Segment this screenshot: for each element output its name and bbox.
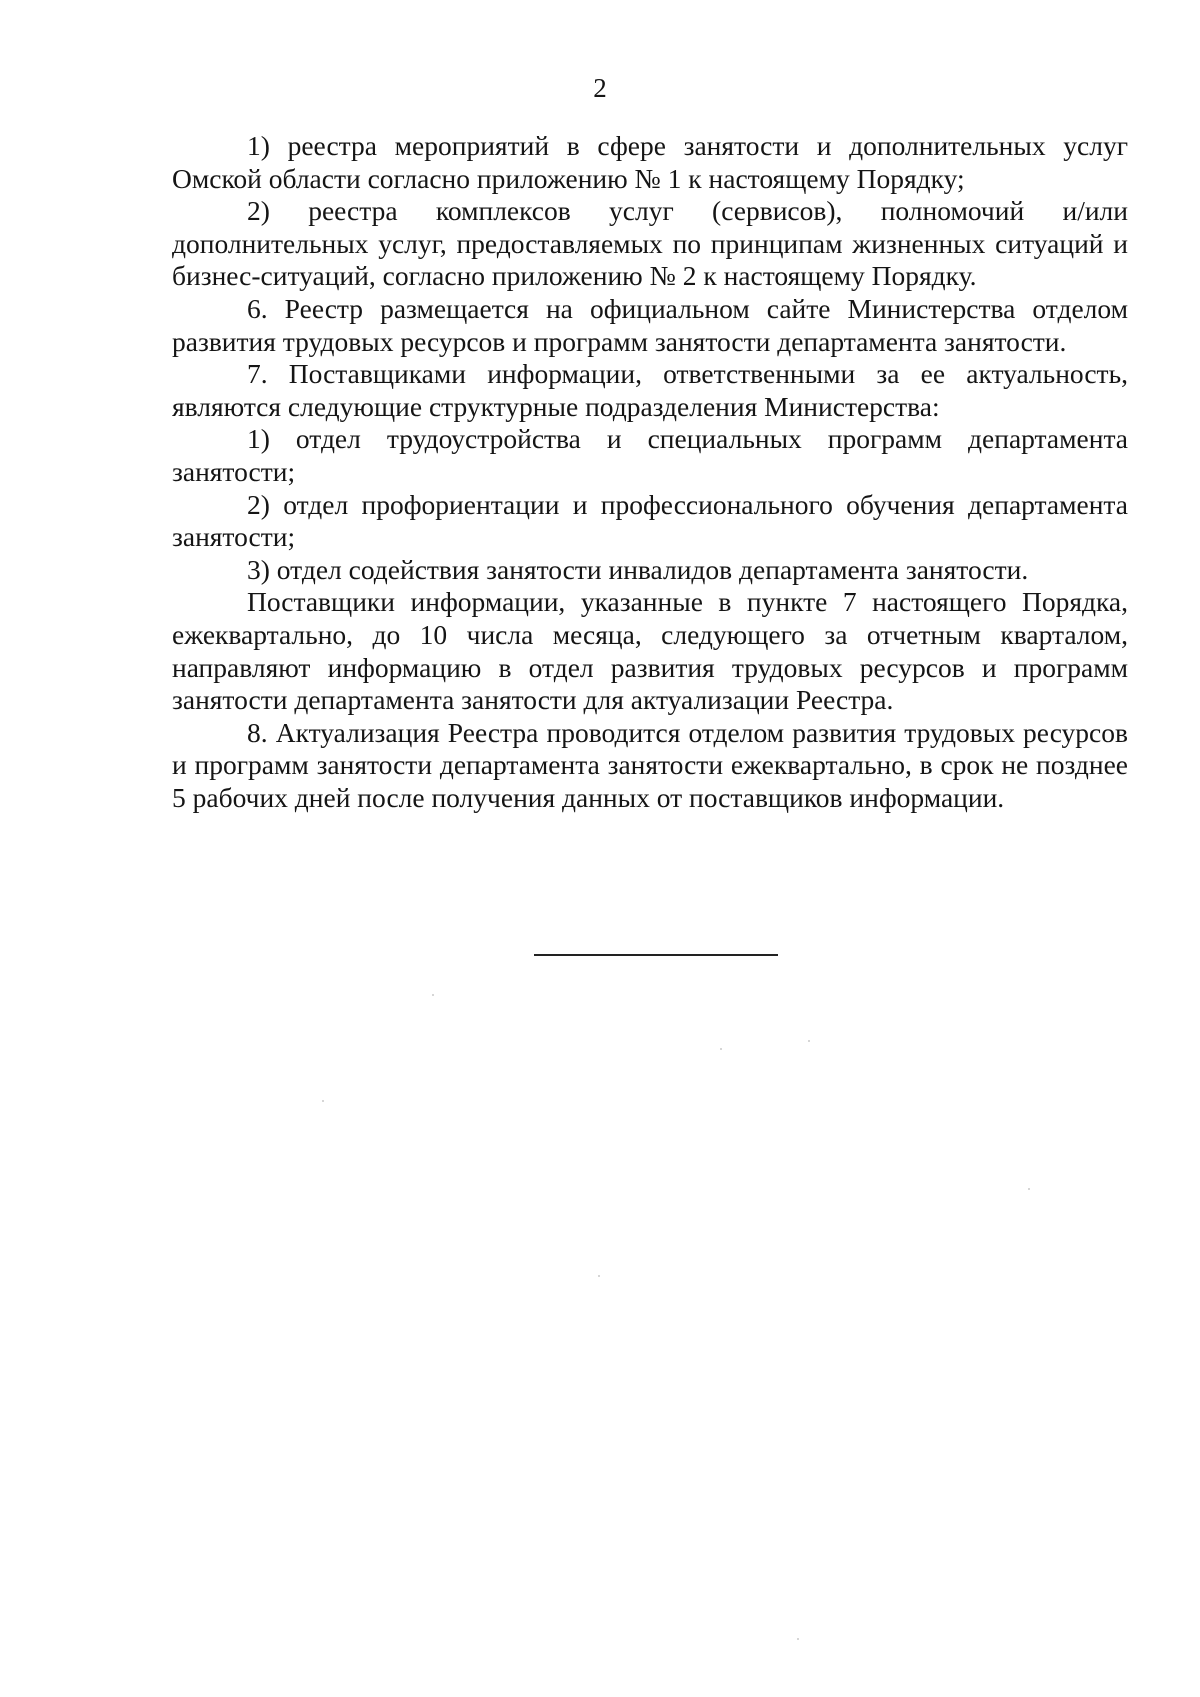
paragraph-registry-services: 2) реестра комплексов услуг (сервисов), полномочий и/или дополнительных услуг, предоставляемых по принципам жизненных ситуаций и бизнес-ситуаций, согласно приложению № 2 к настоящему Порядку. [172,195,1128,292]
end-divider [534,954,778,956]
scan-speck [322,1100,324,1102]
paragraph-subitem-2: 2) отдел профориентации и профессионального обучения департамента занятости; [172,488,1128,553]
paragraph-subitem-3: 3) отдел содействия занятости инвалидов департамента занятости. [247,553,1029,585]
paragraph-item-6: 6. Реестр размещается на официальном сайте Министерства отделом развития трудовых ресурсов и программ занятости департамента занятости. [172,292,1128,357]
paragraph-item-7: 7. Поставщиками информации, ответственными за ее актуальность, являются следующие структурные подразделения Министерства: [172,358,1128,422]
scan-speck [598,1275,600,1277]
paragraph-item-8: 8. Актуализация Реестра проводится отделом развития трудовых ресурсов и программ занятости департамента занятости ежеквартально, в срок не позднее 5 рабочих дней после получения данных от поставщиков информации. [172,716,1128,813]
paragraph-suppliers: Поставщики информации, указанные в пункте 7 настоящего Порядка, ежеквартально, до 10 числа месяца, следующего за отчетным кварталом, направляют информацию в отдел развития трудовых ресурсов и программ занятости департамента занятости для актуализации Реестра. [172,586,1128,716]
scan-speck [720,1048,722,1050]
paragraph-subitem-1: 1) отдел трудоустройства и специальных программ департамента занятости; [172,423,1128,487]
paragraph-registry-events: 1) реестра мероприятий в сфере занятости и дополнительных услуг Омской области согласно приложению № 1 к настоящему Порядку; [172,130,1128,194]
scan-speck [1028,1188,1030,1190]
document-body [172,130,1128,814]
scan-speck [808,1040,810,1042]
scan-speck [432,994,434,996]
scan-speck [797,1638,799,1640]
page-number: 2 [593,73,607,103]
